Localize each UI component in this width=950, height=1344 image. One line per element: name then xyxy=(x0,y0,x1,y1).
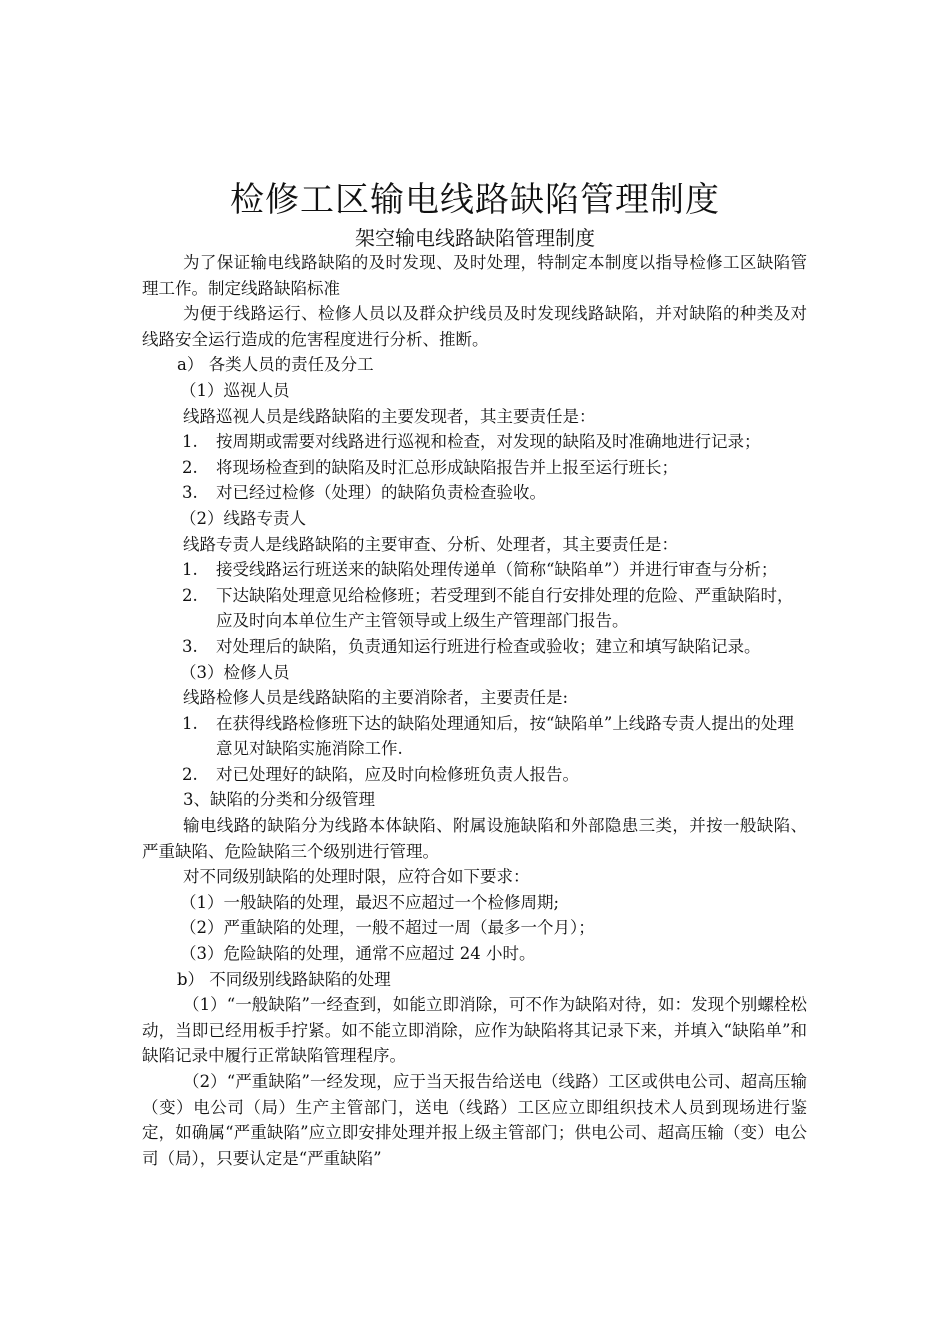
list-text: 在获得线路检修班下达的缺陷处理通知后，按“缺陷单”上线路专责人提出的处理意见对缺陷实施消除工作. xyxy=(216,713,794,759)
list-number: 3. xyxy=(182,636,198,656)
list-item xyxy=(142,634,807,660)
list-item xyxy=(142,583,807,634)
paragraph-time-limit: 对不同级别缺陷的处理时限，应符合如下要求： xyxy=(183,867,530,887)
paragraph-general-defect: （1）“一般缺陷”一经查到，如能立即消除，可不作为缺陷对待，如：发现个别螺栓松动，当即已经用板手拧紧。如不能立即消除，应作为缺陷将其记录下来，并填入“缺陷单”和缺陷记录中履行正常缺陷管理程序。 xyxy=(142,995,807,1066)
list-item xyxy=(142,762,807,788)
subheading-patrol: （1）巡视人员 xyxy=(180,380,290,400)
patrol-intro: 线路巡视人员是线路缺陷的主要发现者，其主要责任是： xyxy=(183,406,596,426)
paragraph-intro: 为了保证输电线路缺陷的及时发现、及时处理，特制定本制度以指导检修工区缺陷管理工作。制定线路缺陷标准 xyxy=(142,253,807,298)
list-number: 2. xyxy=(182,585,198,605)
list-text: 对处理后的缺陷，负责通知运行班进行检查或验收；建立和填写缺陷记录。 xyxy=(216,636,761,656)
list-text: 接受线路运行班送来的缺陷处理传递单（简称“缺陷单”）并进行审查与分析； xyxy=(216,560,778,580)
document-body xyxy=(142,250,807,1171)
list-number: 1. xyxy=(182,560,198,580)
list-text: 下达缺陷处理意见给检修班；若受理到不能自行安排处理的危险、严重缺陷时，应及时向本单位生产主管领导或上级生产管理部门报告。 xyxy=(216,585,794,631)
document-title: 检修工区输电线路缺陷管理制度 xyxy=(230,180,720,220)
list-number: 2. xyxy=(182,457,198,477)
limit-dangerous: （3）危险缺陷的处理，通常不应超过 24 小时。 xyxy=(180,944,536,964)
paragraph-classification: 输电线路的缺陷分为线路本体缺陷、附属设施缺陷和外部隐患三类，并按一般缺陷、严重缺陷、危险缺陷三个级别进行管理。 xyxy=(142,816,807,861)
list-number: 3. xyxy=(182,483,198,503)
list-number: 2. xyxy=(182,764,198,784)
section-heading-a: a） 各类人员的责任及分工 xyxy=(177,355,374,375)
list-item xyxy=(142,557,807,583)
paragraph-serious-defect: （2）“严重缺陷”一经发现，应于当天报告给送电（线路）工区或供电公司、超高压输（变）电公司（局）生产主管部门，送电（线路）工区应立即组织技术人员到现场进行鉴定，如确属“严重缺陷”应立即安排处理并报上级主管部门；供电公司、超高压输（变）电公司（局），只要认定是“严重缺陷” xyxy=(142,1072,807,1168)
section-heading-b: b） 不同级别线路缺陷的处理 xyxy=(177,969,391,989)
list-item xyxy=(142,429,807,455)
document-subtitle: 架空输电线路缺陷管理制度 xyxy=(355,226,595,250)
limit-general: （1）一般缺陷的处理，最迟不应超过一个检修周期; xyxy=(180,892,560,912)
line-responsible-intro: 线路专责人是线路缺陷的主要审查、分析、处理者，其主要责任是： xyxy=(183,534,678,554)
paragraph-purpose: 为便于线路运行、检修人员以及群众护线员及时发现线路缺陷，并对缺陷的种类及对线路安全运行造成的危害程度进行分析、推断。 xyxy=(142,304,807,349)
list-text: 对已处理好的缺陷，应及时向检修班负责人报告。 xyxy=(216,764,579,784)
list-item xyxy=(142,455,807,481)
list-item xyxy=(142,711,807,762)
list-text: 对已经过检修（处理）的缺陷负责检查验收。 xyxy=(216,483,546,503)
list-number: 1. xyxy=(182,432,198,452)
list-text: 按周期或需要对线路进行巡视和检查，对发现的缺陷及时准确地进行记录； xyxy=(216,432,761,452)
limit-serious: （2）严重缺陷的处理，一般不超过一周（最多一个月）； xyxy=(180,918,595,938)
list-item xyxy=(142,480,807,506)
subheading-maintenance: （3）检修人员 xyxy=(180,662,290,682)
maintenance-intro: 线路检修人员是线路缺陷的主要消除者，主要责任是: xyxy=(183,688,569,708)
section-heading-3: 3、缺陷的分类和分级管理 xyxy=(183,790,375,810)
list-number: 1. xyxy=(182,713,198,733)
subheading-line-responsible: （2）线路专责人 xyxy=(180,508,306,528)
list-text: 将现场检查到的缺陷及时汇总形成缺陷报告并上报至运行班长； xyxy=(216,457,678,477)
